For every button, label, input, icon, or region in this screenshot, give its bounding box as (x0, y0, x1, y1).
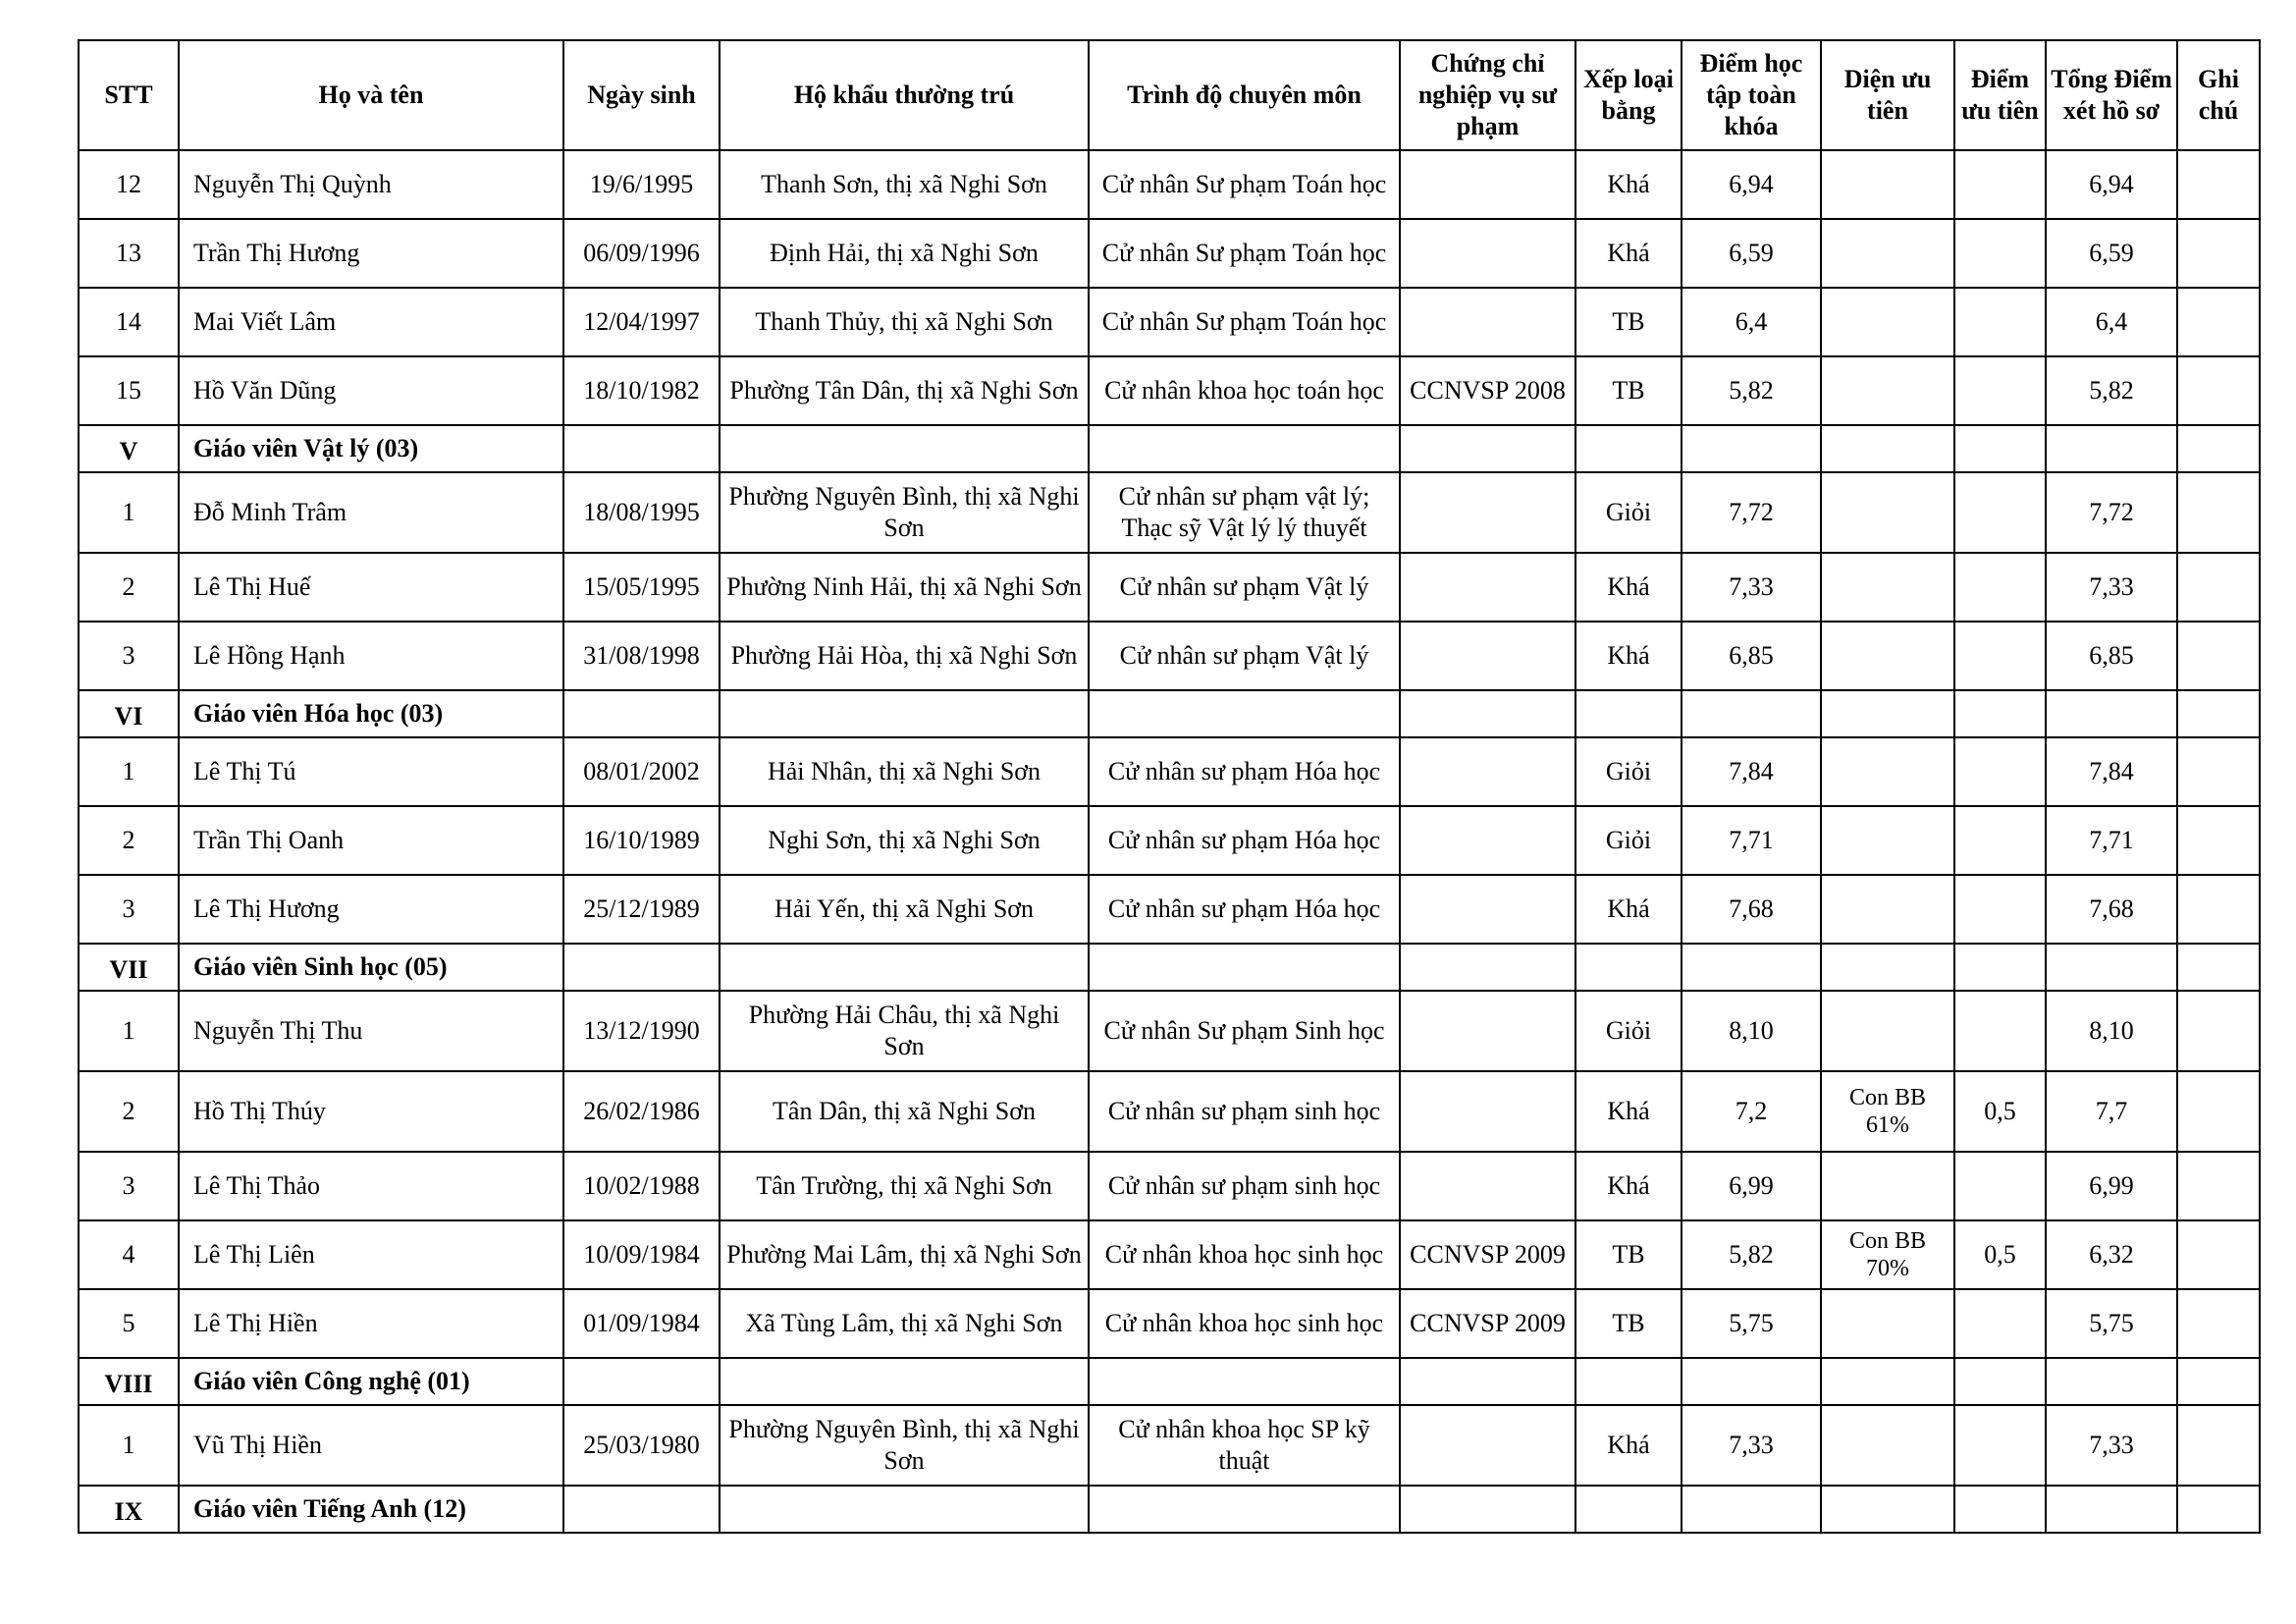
cell-priority-group: Con BB 70% (1821, 1220, 1954, 1289)
cell-name: Đỗ Minh Trâm (179, 472, 563, 553)
cell-note (2177, 219, 2260, 288)
cell-total: 7,7 (2046, 1071, 2177, 1152)
cell-stt: 2 (79, 553, 179, 622)
cell-certificate (1400, 737, 1575, 806)
cell-priority-group (1821, 356, 1954, 425)
cell-note (2177, 472, 2260, 553)
cell-priority-points (1954, 472, 2046, 553)
cell-gpa: 6,94 (1682, 150, 1821, 219)
cell-note (2177, 737, 2260, 806)
cell-stt: 1 (79, 737, 179, 806)
cell-classification: Khá (1575, 1071, 1682, 1152)
cell-stt: 14 (79, 288, 179, 356)
cell-stt: 1 (79, 1405, 179, 1486)
cell-qualification: Cử nhân sư phạm vật lý; Thạc sỹ Vật lý lý thuyết (1089, 472, 1400, 553)
empty-cell (2046, 944, 2177, 991)
cell-stt: 5 (79, 1289, 179, 1358)
empty-cell (1575, 944, 1682, 991)
section-row (79, 944, 2260, 991)
cell-qualification: Cử nhân sư phạm Hóa học (1089, 806, 1400, 875)
cell-stt: 3 (79, 1152, 179, 1220)
empty-cell (1821, 1486, 1954, 1533)
cell-dob: 01/09/1984 (563, 1289, 720, 1358)
section-number: VII (79, 944, 179, 991)
empty-cell (1400, 944, 1575, 991)
cell-classification: TB (1575, 1220, 1682, 1289)
section-number: VI (79, 690, 179, 737)
cell-priority-points (1954, 875, 2046, 944)
cell-residence: Thanh Thủy, thị xã Nghi Sơn (720, 288, 1089, 356)
cell-name: Nguyễn Thị Quỳnh (179, 150, 563, 219)
table-body (79, 150, 2260, 1533)
cell-stt: 12 (79, 150, 179, 219)
cell-qualification: Cử nhân sư phạm Hóa học (1089, 737, 1400, 806)
empty-cell (720, 690, 1089, 737)
cell-name: Lê Thị Huế (179, 553, 563, 622)
empty-cell (720, 425, 1089, 472)
cell-priority-points: 0,5 (1954, 1220, 2046, 1289)
header-priority-points: Điểm ưu tiên (1954, 40, 2046, 150)
cell-dob: 25/03/1980 (563, 1405, 720, 1486)
cell-priority-group (1821, 622, 1954, 690)
cell-priority-group (1821, 288, 1954, 356)
cell-gpa: 6,85 (1682, 622, 1821, 690)
cell-residence: Nghi Sơn, thị xã Nghi Sơn (720, 806, 1089, 875)
cell-stt: 3 (79, 875, 179, 944)
cell-stt: 2 (79, 806, 179, 875)
cell-name: Trần Thị Hương (179, 219, 563, 288)
cell-note (2177, 806, 2260, 875)
empty-cell (1821, 690, 1954, 737)
cell-dob: 18/08/1995 (563, 472, 720, 553)
empty-cell (1954, 425, 2046, 472)
cell-note (2177, 1152, 2260, 1220)
cell-note (2177, 1220, 2260, 1289)
cell-residence: Phường Mai Lâm, thị xã Nghi Sơn (720, 1220, 1089, 1289)
empty-cell (1400, 690, 1575, 737)
cell-total: 7,33 (2046, 553, 2177, 622)
table-row (79, 150, 2260, 219)
cell-residence: Phường Hải Hòa, thị xã Nghi Sơn (720, 622, 1089, 690)
cell-priority-group (1821, 1289, 1954, 1358)
cell-qualification: Cử nhân sư phạm Vật lý (1089, 622, 1400, 690)
empty-cell (1954, 944, 2046, 991)
cell-qualification: Cử nhân khoa học SP kỹ thuật (1089, 1405, 1400, 1486)
cell-note (2177, 1071, 2260, 1152)
table-row (79, 1289, 2260, 1358)
cell-name: Lê Thị Hương (179, 875, 563, 944)
table-header (79, 40, 2260, 150)
header-qualification: Trình độ chuyên môn (1089, 40, 1400, 150)
cell-total: 6,4 (2046, 288, 2177, 356)
cell-certificate (1400, 806, 1575, 875)
table-row (79, 991, 2260, 1071)
empty-cell (2046, 1486, 2177, 1533)
section-title: Giáo viên Vật lý (03) (179, 425, 563, 472)
cell-dob: 25/12/1989 (563, 875, 720, 944)
empty-cell (1575, 1358, 1682, 1405)
table-row (79, 472, 2260, 553)
cell-priority-group (1821, 1405, 1954, 1486)
table-row (79, 288, 2260, 356)
empty-cell (2046, 690, 2177, 737)
cell-classification: Khá (1575, 219, 1682, 288)
cell-qualification: Cử nhân Sư phạm Toán học (1089, 288, 1400, 356)
table-row (79, 622, 2260, 690)
cell-certificate (1400, 150, 1575, 219)
empty-cell (1089, 1486, 1400, 1533)
header-classification: Xếp loại bằng (1575, 40, 1682, 150)
cell-stt: 15 (79, 356, 179, 425)
cell-note (2177, 622, 2260, 690)
cell-name: Hồ Thị Thúy (179, 1071, 563, 1152)
cell-priority-group (1821, 219, 1954, 288)
cell-qualification: Cử nhân sư phạm sinh học (1089, 1152, 1400, 1220)
cell-certificate: CCNVSP 2008 (1400, 356, 1575, 425)
cell-residence: Tân Trường, thị xã Nghi Sơn (720, 1152, 1089, 1220)
cell-residence: Phường Hải Châu, thị xã Nghi Sơn (720, 991, 1089, 1071)
cell-total: 6,85 (2046, 622, 2177, 690)
cell-stt: 3 (79, 622, 179, 690)
empty-cell (1575, 425, 1682, 472)
cell-gpa: 5,75 (1682, 1289, 1821, 1358)
cell-dob: 26/02/1986 (563, 1071, 720, 1152)
empty-cell (1954, 690, 2046, 737)
empty-cell (2177, 1358, 2260, 1405)
cell-note (2177, 1289, 2260, 1358)
empty-cell (563, 944, 720, 991)
cell-dob: 13/12/1990 (563, 991, 720, 1071)
empty-cell (1821, 425, 1954, 472)
cell-name: Vũ Thị Hiền (179, 1405, 563, 1486)
cell-qualification: Cử nhân Sư phạm Toán học (1089, 150, 1400, 219)
cell-residence: Xã Tùng Lâm, thị xã Nghi Sơn (720, 1289, 1089, 1358)
cell-classification: TB (1575, 356, 1682, 425)
cell-priority-points (1954, 150, 2046, 219)
empty-cell (1089, 425, 1400, 472)
empty-cell (1821, 944, 1954, 991)
cell-priority-points (1954, 1405, 2046, 1486)
cell-residence: Hải Nhân, thị xã Nghi Sơn (720, 737, 1089, 806)
cell-certificate (1400, 1405, 1575, 1486)
cell-residence: Tân Dân, thị xã Nghi Sơn (720, 1071, 1089, 1152)
table-row (79, 875, 2260, 944)
cell-residence: Định Hải, thị xã Nghi Sơn (720, 219, 1089, 288)
section-row (79, 1486, 2260, 1533)
cell-gpa: 7,84 (1682, 737, 1821, 806)
cell-note (2177, 553, 2260, 622)
section-row (79, 425, 2260, 472)
cell-priority-points (1954, 737, 2046, 806)
cell-certificate (1400, 288, 1575, 356)
cell-name: Lê Thị Liên (179, 1220, 563, 1289)
cell-dob: 10/09/1984 (563, 1220, 720, 1289)
empty-cell (2177, 944, 2260, 991)
empty-cell (563, 690, 720, 737)
cell-priority-group: Con BB 61% (1821, 1071, 1954, 1152)
cell-dob: 19/6/1995 (563, 150, 720, 219)
header-residence: Hộ khẩu thường trú (720, 40, 1089, 150)
cell-certificate (1400, 1071, 1575, 1152)
cell-classification: Khá (1575, 1152, 1682, 1220)
cell-classification: Giỏi (1575, 472, 1682, 553)
cell-priority-group (1821, 472, 1954, 553)
cell-priority-points (1954, 806, 2046, 875)
cell-dob: 12/04/1997 (563, 288, 720, 356)
section-title: Giáo viên Hóa học (03) (179, 690, 563, 737)
empty-cell (1682, 690, 1821, 737)
cell-qualification: Cử nhân Sư phạm Toán học (1089, 219, 1400, 288)
cell-qualification: Cử nhân sư phạm Vật lý (1089, 553, 1400, 622)
cell-certificate (1400, 991, 1575, 1071)
cell-name: Lê Hồng Hạnh (179, 622, 563, 690)
cell-stt: 4 (79, 1220, 179, 1289)
cell-certificate (1400, 472, 1575, 553)
empty-cell (563, 425, 720, 472)
cell-priority-group (1821, 1152, 1954, 1220)
table-row (79, 806, 2260, 875)
header-row (79, 40, 2260, 150)
cell-priority-group (1821, 150, 1954, 219)
empty-cell (1089, 690, 1400, 737)
cell-priority-group (1821, 737, 1954, 806)
cell-name: Nguyễn Thị Thu (179, 991, 563, 1071)
cell-stt: 1 (79, 472, 179, 553)
cell-classification: Khá (1575, 875, 1682, 944)
empty-cell (2046, 1358, 2177, 1405)
cell-note (2177, 150, 2260, 219)
section-title: Giáo viên Tiếng Anh (12) (179, 1486, 563, 1533)
cell-dob: 10/02/1988 (563, 1152, 720, 1220)
cell-priority-points (1954, 1289, 2046, 1358)
section-row (79, 1358, 2260, 1405)
cell-certificate (1400, 622, 1575, 690)
cell-total: 5,75 (2046, 1289, 2177, 1358)
cell-classification: Giỏi (1575, 737, 1682, 806)
cell-priority-points (1954, 1152, 2046, 1220)
cell-dob: 16/10/1989 (563, 806, 720, 875)
header-note: Ghi chú (2177, 40, 2260, 150)
cell-total: 7,68 (2046, 875, 2177, 944)
cell-certificate (1400, 553, 1575, 622)
cell-residence: Phường Ninh Hải, thị xã Nghi Sơn (720, 553, 1089, 622)
cell-residence: Thanh Sơn, thị xã Nghi Sơn (720, 150, 1089, 219)
cell-total: 7,33 (2046, 1405, 2177, 1486)
cell-priority-points (1954, 219, 2046, 288)
cell-total: 5,82 (2046, 356, 2177, 425)
table-row (79, 553, 2260, 622)
candidate-score-table (78, 39, 2261, 1534)
cell-priority-points (1954, 991, 2046, 1071)
cell-total: 6,59 (2046, 219, 2177, 288)
cell-gpa: 6,99 (1682, 1152, 1821, 1220)
empty-cell (1089, 944, 1400, 991)
cell-note (2177, 875, 2260, 944)
header-total: Tổng Điểm xét hồ sơ (2046, 40, 2177, 150)
cell-name: Trần Thị Oanh (179, 806, 563, 875)
cell-dob: 18/10/1982 (563, 356, 720, 425)
empty-cell (1400, 1486, 1575, 1533)
section-number: VIII (79, 1358, 179, 1405)
cell-priority-points (1954, 288, 2046, 356)
empty-cell (1954, 1486, 2046, 1533)
cell-certificate: CCNVSP 2009 (1400, 1289, 1575, 1358)
cell-gpa: 7,33 (1682, 553, 1821, 622)
cell-total: 7,71 (2046, 806, 2177, 875)
empty-cell (1400, 425, 1575, 472)
cell-priority-group (1821, 806, 1954, 875)
cell-note (2177, 288, 2260, 356)
empty-cell (1682, 425, 1821, 472)
table-row (79, 1071, 2260, 1152)
cell-name: Lê Thị Tú (179, 737, 563, 806)
empty-cell (563, 1486, 720, 1533)
empty-cell (2046, 425, 2177, 472)
cell-dob: 15/05/1995 (563, 553, 720, 622)
empty-cell (2177, 1486, 2260, 1533)
cell-gpa: 7,72 (1682, 472, 1821, 553)
header-certificate: Chứng chỉ nghiệp vụ sư phạm (1400, 40, 1575, 150)
header-gpa: Điểm học tập toàn khóa (1682, 40, 1821, 150)
cell-classification: Khá (1575, 553, 1682, 622)
header-priority-group: Diện ưu tiên (1821, 40, 1954, 150)
cell-name: Lê Thị Thảo (179, 1152, 563, 1220)
cell-total: 8,10 (2046, 991, 2177, 1071)
section-title: Giáo viên Công nghệ (01) (179, 1358, 563, 1405)
empty-cell (1682, 1486, 1821, 1533)
cell-name: Lê Thị Hiền (179, 1289, 563, 1358)
cell-gpa: 8,10 (1682, 991, 1821, 1071)
cell-total: 6,32 (2046, 1220, 2177, 1289)
empty-cell (720, 944, 1089, 991)
cell-qualification: Cử nhân Sư phạm Sinh học (1089, 991, 1400, 1071)
cell-gpa: 5,82 (1682, 1220, 1821, 1289)
table-row (79, 1152, 2260, 1220)
empty-cell (1400, 1358, 1575, 1405)
empty-cell (1682, 1358, 1821, 1405)
cell-qualification: Cử nhân khoa học sinh học (1089, 1220, 1400, 1289)
cell-gpa: 7,33 (1682, 1405, 1821, 1486)
cell-note (2177, 1405, 2260, 1486)
empty-cell (1575, 1486, 1682, 1533)
cell-priority-points (1954, 622, 2046, 690)
cell-gpa: 6,4 (1682, 288, 1821, 356)
section-number: V (79, 425, 179, 472)
cell-priority-points (1954, 553, 2046, 622)
cell-residence: Phường Nguyên Bình, thị xã Nghi Sơn (720, 1405, 1089, 1486)
empty-cell (720, 1486, 1089, 1533)
cell-residence: Phường Tân Dân, thị xã Nghi Sơn (720, 356, 1089, 425)
cell-dob: 08/01/2002 (563, 737, 720, 806)
cell-residence: Hải Yến, thị xã Nghi Sơn (720, 875, 1089, 944)
cell-name: Hồ Văn Dũng (179, 356, 563, 425)
cell-qualification: Cử nhân sư phạm Hóa học (1089, 875, 1400, 944)
section-title: Giáo viên Sinh học (05) (179, 944, 563, 991)
empty-cell (2177, 425, 2260, 472)
cell-note (2177, 356, 2260, 425)
cell-priority-group (1821, 553, 1954, 622)
cell-priority-points: 0,5 (1954, 1071, 2046, 1152)
cell-stt: 1 (79, 991, 179, 1071)
cell-classification: Khá (1575, 150, 1682, 219)
cell-classification: Khá (1575, 622, 1682, 690)
empty-cell (1089, 1358, 1400, 1405)
table-row (79, 1405, 2260, 1486)
empty-cell (1821, 1358, 1954, 1405)
cell-priority-group (1821, 875, 1954, 944)
cell-priority-points (1954, 356, 2046, 425)
cell-gpa: 7,71 (1682, 806, 1821, 875)
cell-name: Mai Viết Lâm (179, 288, 563, 356)
header-dob: Ngày sinh (563, 40, 720, 150)
table-row (79, 737, 2260, 806)
cell-dob: 31/08/1998 (563, 622, 720, 690)
section-number: IX (79, 1486, 179, 1533)
cell-stt: 2 (79, 1071, 179, 1152)
header-name: Họ và tên (179, 40, 563, 150)
cell-certificate (1400, 1152, 1575, 1220)
cell-classification: TB (1575, 1289, 1682, 1358)
cell-total: 7,72 (2046, 472, 2177, 553)
section-row (79, 690, 2260, 737)
cell-qualification: Cử nhân khoa học toán học (1089, 356, 1400, 425)
empty-cell (2177, 690, 2260, 737)
cell-dob: 06/09/1996 (563, 219, 720, 288)
table-row (79, 356, 2260, 425)
cell-classification: TB (1575, 288, 1682, 356)
cell-qualification: Cử nhân khoa học sinh học (1089, 1289, 1400, 1358)
cell-gpa: 7,2 (1682, 1071, 1821, 1152)
table-row (79, 219, 2260, 288)
cell-certificate (1400, 219, 1575, 288)
cell-certificate (1400, 875, 1575, 944)
cell-qualification: Cử nhân sư phạm sinh học (1089, 1071, 1400, 1152)
cell-total: 7,84 (2046, 737, 2177, 806)
cell-total: 6,94 (2046, 150, 2177, 219)
cell-residence: Phường Nguyên Bình, thị xã Nghi Sơn (720, 472, 1089, 553)
cell-total: 6,99 (2046, 1152, 2177, 1220)
header-stt: STT (79, 40, 179, 150)
empty-cell (563, 1358, 720, 1405)
empty-cell (1682, 944, 1821, 991)
cell-classification: Giỏi (1575, 991, 1682, 1071)
empty-cell (1954, 1358, 2046, 1405)
cell-classification: Khá (1575, 1405, 1682, 1486)
table-row (79, 1220, 2260, 1289)
empty-cell (720, 1358, 1089, 1405)
empty-cell (1575, 690, 1682, 737)
cell-priority-group (1821, 991, 1954, 1071)
cell-certificate: CCNVSP 2009 (1400, 1220, 1575, 1289)
cell-gpa: 7,68 (1682, 875, 1821, 944)
cell-stt: 13 (79, 219, 179, 288)
cell-gpa: 5,82 (1682, 356, 1821, 425)
cell-gpa: 6,59 (1682, 219, 1821, 288)
cell-classification: Giỏi (1575, 806, 1682, 875)
cell-note (2177, 991, 2260, 1071)
